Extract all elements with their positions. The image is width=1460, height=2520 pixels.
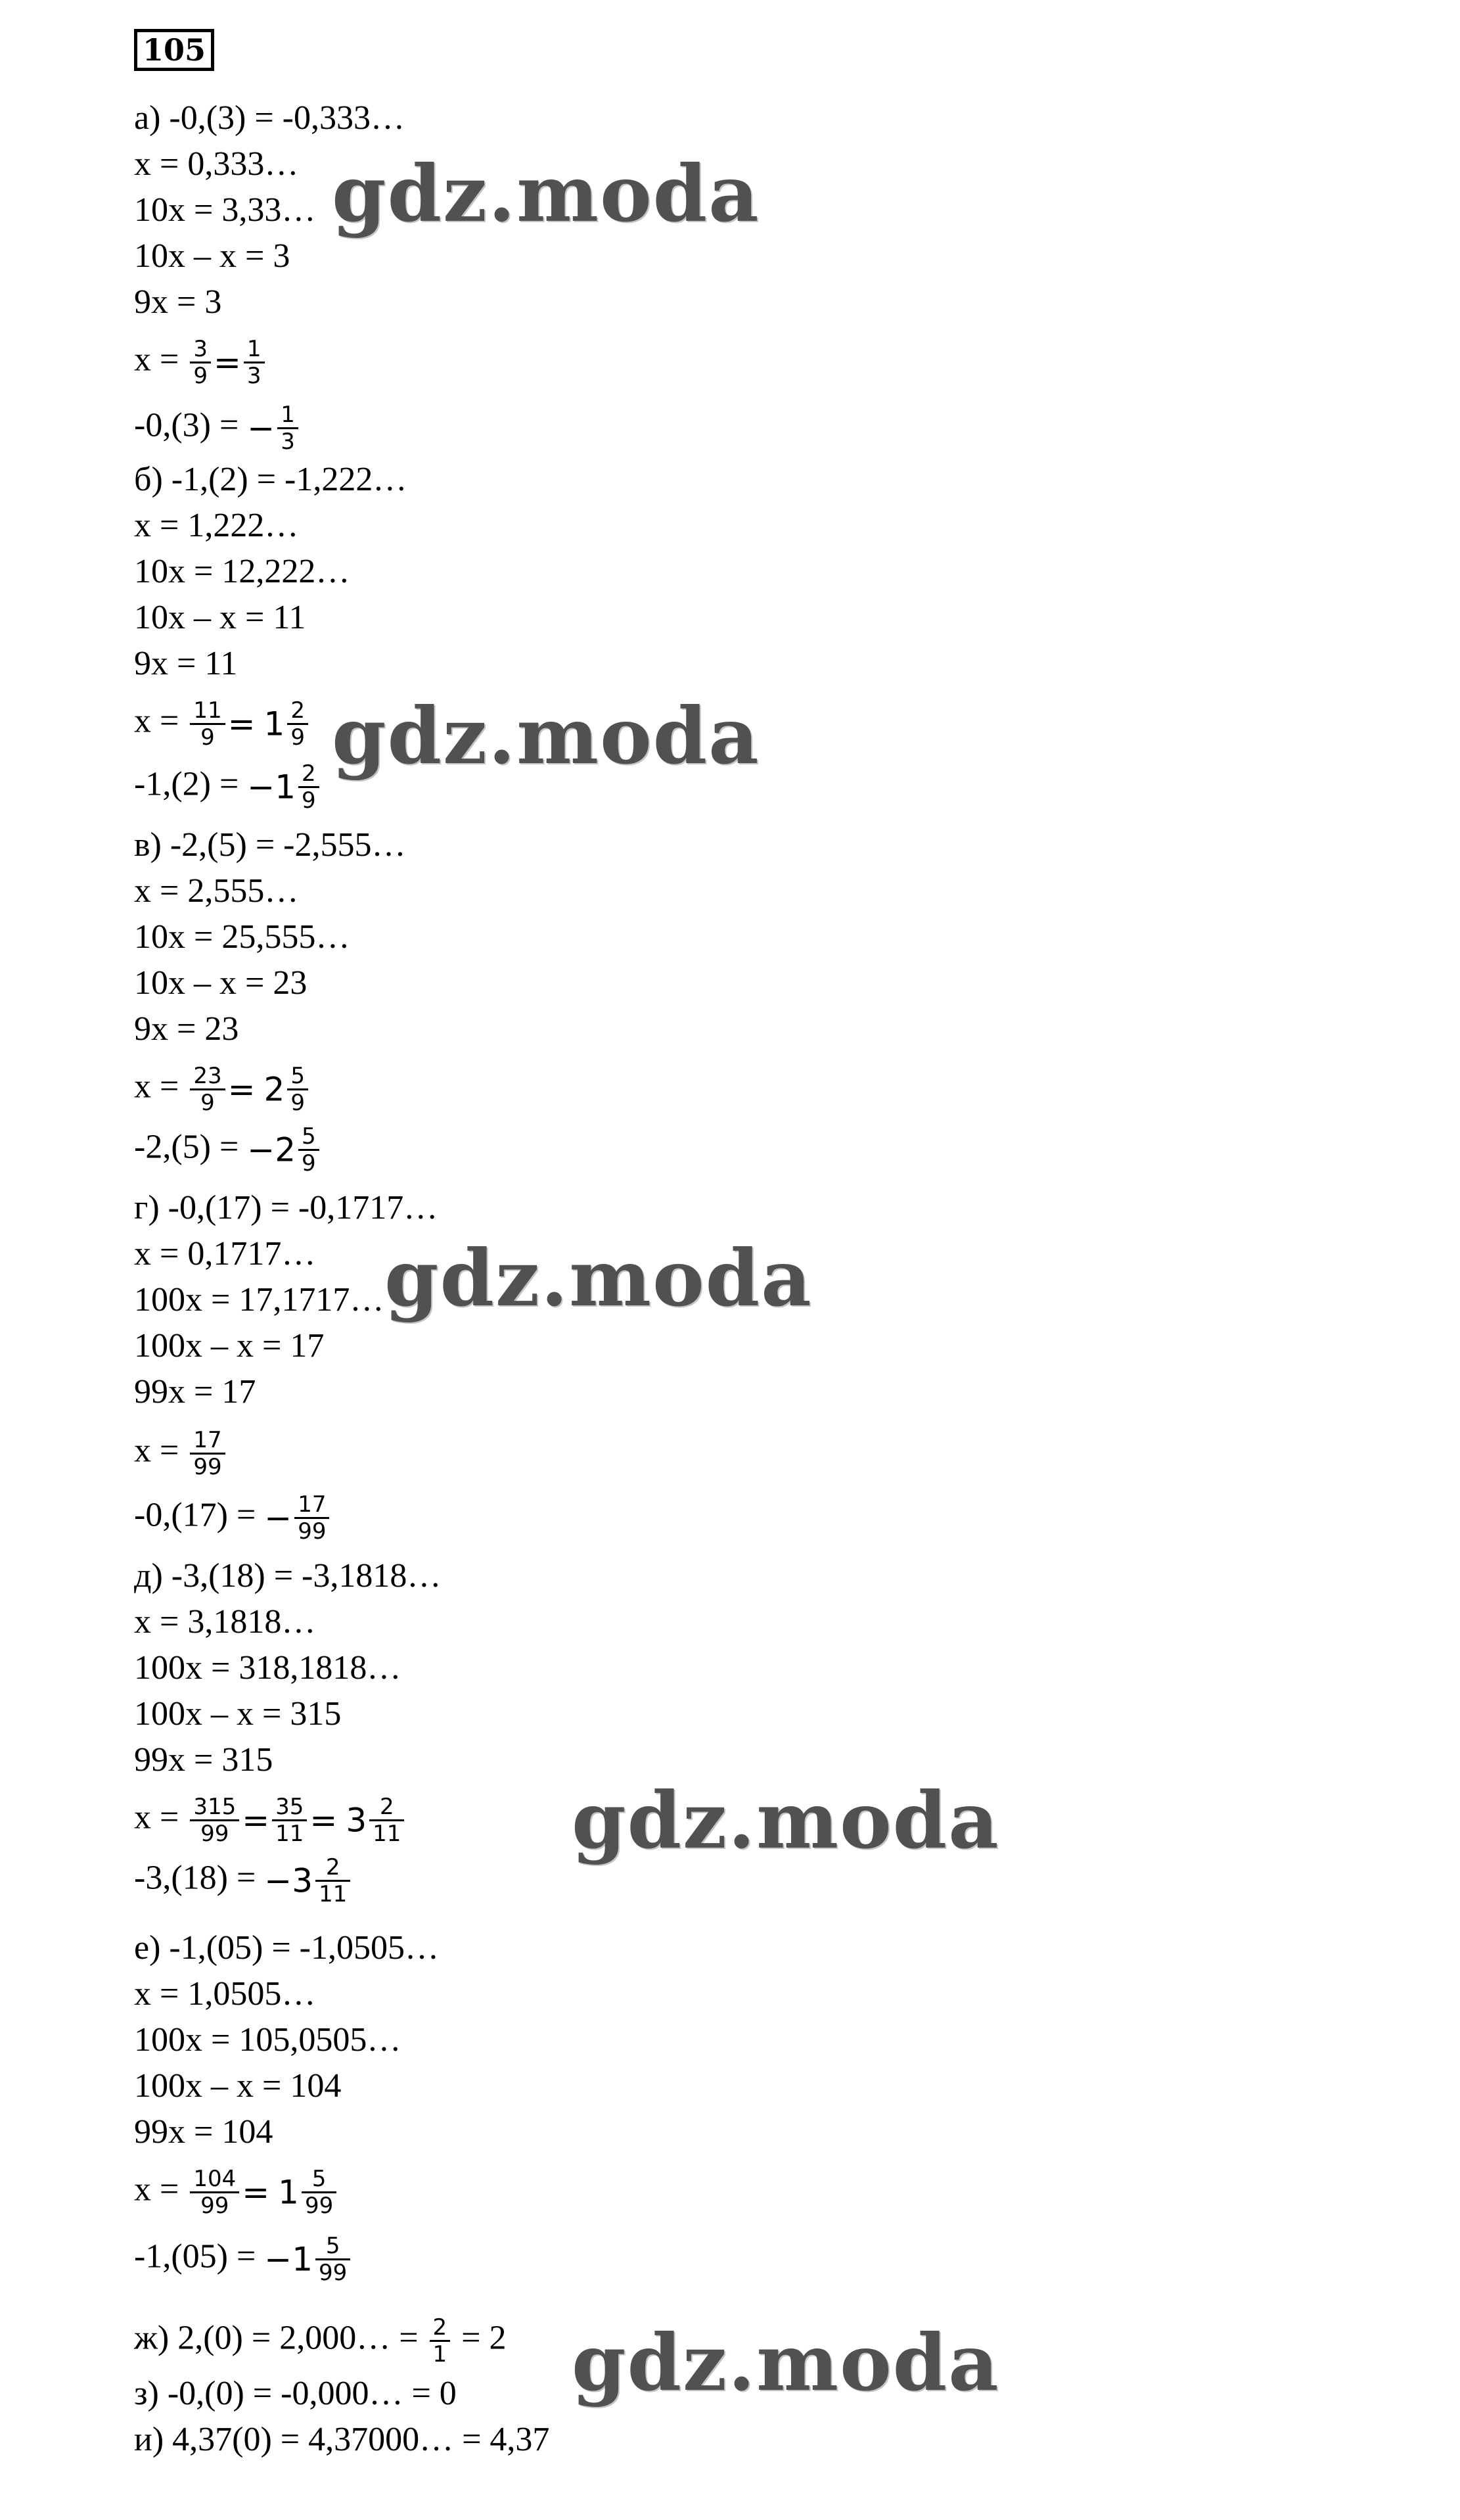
line-prefix: -2,(5) = — [134, 1128, 248, 1166]
line-f-1: е) -1,(05) = -1,0505… — [134, 1929, 439, 1967]
fraction: $\frac{104}{99}$ — [190, 2166, 239, 2218]
line-c-2: x = 2,555… — [134, 872, 299, 910]
fraction: $\frac{11}{9}$ — [190, 698, 225, 750]
line-e-5: 99x = 315 — [134, 1741, 273, 1779]
line-f-6: x = $\frac{104}{99}$ = 1 $\frac{5}{99}$ — [134, 2166, 339, 2218]
line-b-6: x = $\frac{11}{9}$ = 1 $\frac{2}{9}$ — [134, 698, 311, 750]
fraction: $\frac{315}{99}$ — [190, 1794, 239, 1846]
watermark: gdz.moda — [572, 1775, 1000, 1866]
line-f-4: 100x – x = 104 — [134, 2067, 342, 2105]
task-number: 105 — [134, 29, 214, 71]
fraction: $\frac{17}{99}$ — [190, 1428, 225, 1480]
fraction: $\frac{5}{9}$ — [287, 1063, 308, 1115]
line-f-5: 99x = 104 — [134, 2113, 273, 2151]
line-a-6: x = $\frac{3}{9}$ = $\frac{1}{3}$ — [134, 337, 267, 388]
line-a-4: 10x – x = 3 — [134, 237, 290, 275]
line-d-6 — [134, 1428, 228, 1480]
fraction: $\frac{17}{99}$ — [294, 1492, 329, 1544]
line-prefix: ж) 2,(0) = 2,000… = — [134, 2319, 427, 2357]
fraction: $\frac{2}{9}$ — [298, 761, 319, 813]
line-a-3: 10x = 3,33… — [134, 191, 316, 229]
line-d-3: 100x = 17,1717… — [134, 1281, 384, 1318]
line-prefix: -1,(2) = — [134, 765, 248, 803]
line-b-4: 10x – x = 11 — [134, 599, 306, 636]
line-b-7: -1,(2) = −1 $\frac{2}{9}$ — [134, 761, 322, 813]
line-prefix: -1,(05) = — [134, 2237, 265, 2275]
line-f-2: x = 1,0505… — [134, 1975, 316, 2013]
line-d-1: г) -0,(17) = -0,1717… — [134, 1189, 438, 1226]
fraction: $\frac{23}{9}$ — [190, 1063, 225, 1115]
line-c-3: 10x = 25,555… — [134, 918, 350, 956]
fraction: $\frac{2}{11}$ — [369, 1794, 404, 1846]
line-e-4: 100x – x = 315 — [134, 1695, 342, 1733]
line-d-4: 100x – x = 17 — [134, 1327, 325, 1365]
line-prefix: -0,(17) = — [134, 1496, 265, 1534]
line-d-5: 99x = 17 — [134, 1373, 256, 1411]
fraction: $\frac{35}{11}$ — [272, 1794, 307, 1846]
line-a-7: -0,(3) = − $\frac{1}{3}$ — [134, 402, 301, 454]
line-b-1: б) -1,(2) = -1,222… — [134, 461, 407, 498]
watermark: gdz.moda — [572, 2317, 1000, 2408]
line-e-3: 100x = 318,1818… — [134, 1649, 401, 1687]
line-a-2: x = 0,333… — [134, 145, 299, 183]
fraction: $\frac{2}{1}$ — [430, 2315, 451, 2367]
line-e-7: -3,(18) = −3 $\frac{2}{11}$ — [134, 1855, 353, 1907]
line-prefix: x = — [134, 340, 188, 379]
line-prefix: x = — [134, 2170, 188, 2208]
fraction: $\frac{2}{9}$ — [287, 698, 308, 750]
fraction: $\frac{2}{11}$ — [315, 1855, 350, 1907]
line-a-5: 9x = 3 — [134, 283, 222, 321]
watermark: gdz.moda — [332, 148, 760, 239]
line-b-2: x = 1,222… — [134, 507, 299, 544]
watermark: gdz.moda — [384, 1232, 813, 1324]
line-c-7: -2,(5) = −2 $\frac{5}{9}$ — [134, 1124, 322, 1176]
line-f-7: -1,(05) = −1 $\frac{5}{99}$ — [134, 2233, 353, 2285]
line-e-2: x = 3,1818… — [134, 1603, 316, 1641]
line-a-1: а) -0,(3) = -0,333… — [134, 99, 405, 137]
line-c-1: в) -2,(5) = -2,555… — [134, 826, 406, 864]
fraction: $\frac{1}{3}$ — [244, 337, 265, 388]
line-prefix: x = — [134, 702, 188, 740]
line-e-6: x = $\frac{315}{99}$ = $\frac{35}{11}$ = 3 $\frac{2}{11}$ — [134, 1794, 407, 1846]
line-b-5: 9x = 11 — [134, 645, 238, 682]
line-g — [134, 2315, 507, 2367]
line-suffix: = 2 — [453, 2319, 507, 2357]
line-b-3: 10x = 12,222… — [134, 553, 350, 590]
line-i: и) 4,37(0) = 4,37000… = 4,37 — [134, 2421, 550, 2458]
fraction: $\frac{3}{9}$ — [190, 337, 211, 388]
watermark: gdz.moda — [332, 690, 760, 782]
line-h: з) -0,(0) = -0,000… = 0 — [134, 2375, 457, 2412]
fraction: $\frac{5}{99}$ — [302, 2166, 336, 2218]
fraction: $\frac{5}{9}$ — [298, 1124, 319, 1176]
line-c-6: x = $\frac{23}{9}$ = 2 $\frac{5}{9}$ — [134, 1063, 311, 1115]
line-d-7: -0,(17) = − $\frac{17}{99}$ — [134, 1492, 332, 1544]
line-prefix: x = — [134, 1067, 188, 1106]
line-c-5: 9x = 23 — [134, 1010, 239, 1048]
line-prefix: -0,(3) = — [134, 406, 248, 444]
line-prefix: x = — [134, 1798, 188, 1836]
line-d-2: x = 0,1717… — [134, 1235, 316, 1272]
fraction: $\frac{5}{99}$ — [315, 2233, 350, 2285]
line-e-1: д) -3,(18) = -3,1818… — [134, 1557, 442, 1595]
line-prefix: -3,(18) = — [134, 1859, 265, 1897]
fraction: $\frac{1}{3}$ — [277, 402, 298, 454]
line-prefix: x = — [134, 1432, 188, 1470]
line-f-3: 100x = 105,0505… — [134, 2021, 401, 2059]
line-c-4: 10x – x = 23 — [134, 964, 308, 1002]
